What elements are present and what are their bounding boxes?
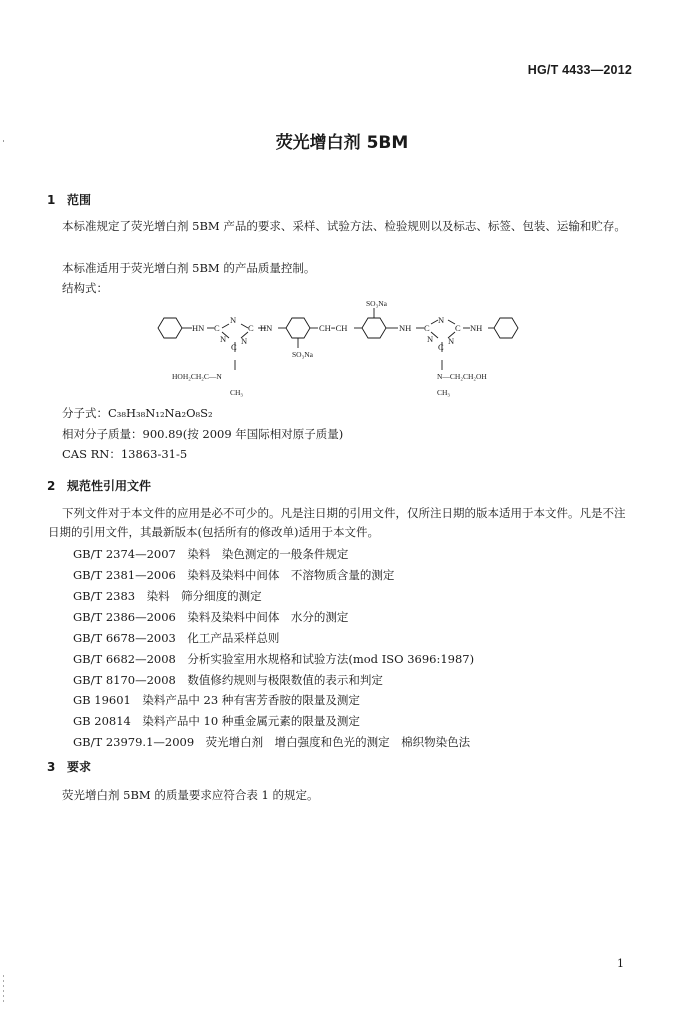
nh-right: NH — [470, 323, 483, 333]
formula-value: C₃₈H₃₈N₁₂Na₂O₈S₂ — [108, 406, 213, 420]
right-ch3: CH₃ — [437, 388, 451, 397]
atom-c-5: C — [455, 323, 461, 333]
left-ch3: CH₃ — [230, 388, 244, 397]
atom-n-4: N — [438, 315, 445, 325]
atom-c-2: C — [248, 323, 254, 333]
reference-item: GB/T 2381—2006 染料及染料中间体 不溶物质含量的测定 — [73, 568, 395, 582]
section-2-heading — [47, 477, 151, 494]
right-substituent: N—CH₂CH₂OH — [437, 372, 487, 381]
atom-n-2: N — [220, 334, 227, 344]
section-1-number: 1 — [47, 193, 56, 207]
atom-c-4: C — [424, 323, 430, 333]
structure-label: 结构式： — [62, 281, 108, 295]
section-2-number: 2 — [47, 479, 56, 493]
reference-item: GB/T 2386—2006 染料及染料中间体 水分的测定 — [73, 610, 349, 624]
page-number: 1 — [617, 957, 624, 970]
scope-paragraph-1 — [48, 217, 633, 236]
references-intro — [48, 504, 633, 542]
reference-item: GB/T 2383 染料 筛分细度的测定 — [73, 589, 262, 603]
left-benzene-ring — [286, 318, 310, 338]
section-1-heading — [47, 191, 91, 208]
right-phenyl-ring — [494, 318, 518, 338]
hn-2: HN — [260, 323, 273, 333]
nh-3: NH — [399, 323, 412, 333]
scope-text-1: 本标准规定了荧光增白剂 5BM 产品的要求、采样、试验方法、检验规则以及标志、标签、包装、运输和贮存。 — [62, 219, 626, 233]
mass-label: 相对分子质量： — [62, 427, 143, 441]
left-substituent: HOH₂CH₂C—N — [172, 372, 222, 381]
hn-left: HN — [192, 323, 205, 333]
section-3-heading — [47, 758, 91, 775]
so3na-top: SO₃Na — [366, 299, 387, 308]
section-1-title: 范围 — [67, 193, 92, 207]
cas-value: 13863-31-5 — [120, 447, 188, 461]
atom-c-1: C — [214, 323, 220, 333]
mass-value: 900.89(按 2009 年国际相对原子质量) — [142, 427, 344, 441]
scope-paragraph-2: 本标准适用于荧光增白剂 5BM 的产品质量控制。 — [62, 261, 316, 275]
atom-n-1: N — [230, 315, 237, 325]
cas-label: CAS RN： — [62, 447, 121, 461]
atom-n-5: N — [427, 334, 434, 344]
atom-c-3: C — [231, 342, 237, 352]
document-title: 荧光增白剂 5BM — [275, 133, 409, 153]
cas-line — [62, 445, 187, 463]
reference-item: GB/T 23979.1—2009 荧光增白剂 增白强度和色光的测定 棉织物染色法 — [73, 735, 471, 749]
molecular-formula-line — [62, 404, 213, 422]
right-benzene-ring — [362, 318, 386, 338]
left-phenyl-ring — [158, 318, 182, 338]
section-3-number: 3 — [47, 760, 56, 774]
reference-item: GB/T 6682—2008 分析实验室用水规格和试验方法(mod ISO 3696:1987) — [73, 652, 475, 666]
structural-formula — [150, 296, 520, 402]
formula-label: 分子式： — [62, 406, 108, 420]
reference-item: GB 20814 染料产品中 10 种重金属元素的限量及测定 — [73, 714, 360, 728]
ch-eq-ch: CH=CH — [319, 323, 348, 333]
so3na-bottom: SO₃Na — [292, 350, 313, 359]
section-2-title: 规范性引用文件 — [67, 479, 152, 493]
references-intro-text: 下列文件对于本文件的应用是必不可少的。凡是注日期的引用文件，仅所注日期的版本适用于本文件。凡是不注日期的引用文件，其最新版本(包括所有的修改单)适用于本文件。 — [48, 506, 626, 539]
atom-c-6: C — [438, 342, 444, 352]
requirements-paragraph: 荧光增白剂 5BM 的质量要求应符合表 1 的规定。 — [62, 788, 319, 802]
section-3-title: 要求 — [67, 760, 92, 774]
atom-n-6: N — [448, 336, 455, 346]
reference-item: GB/T 2374—2007 染料 染色测定的一般条件规定 — [73, 547, 349, 561]
molecular-mass-line — [62, 425, 343, 443]
reference-item: GB 19601 染料产品中 23 种有害芳香胺的限量及测定 — [73, 693, 360, 707]
reference-item: GB/T 8170—2008 数值修约规则与极限数值的表示和判定 — [73, 673, 383, 687]
atom-n-3: N — [241, 336, 248, 346]
margin-mark-bottom — [3, 975, 4, 1005]
reference-item: GB/T 6678—2003 化工产品采样总则 — [73, 631, 280, 645]
standard-code: HG/T 4433—2012 — [527, 63, 632, 77]
